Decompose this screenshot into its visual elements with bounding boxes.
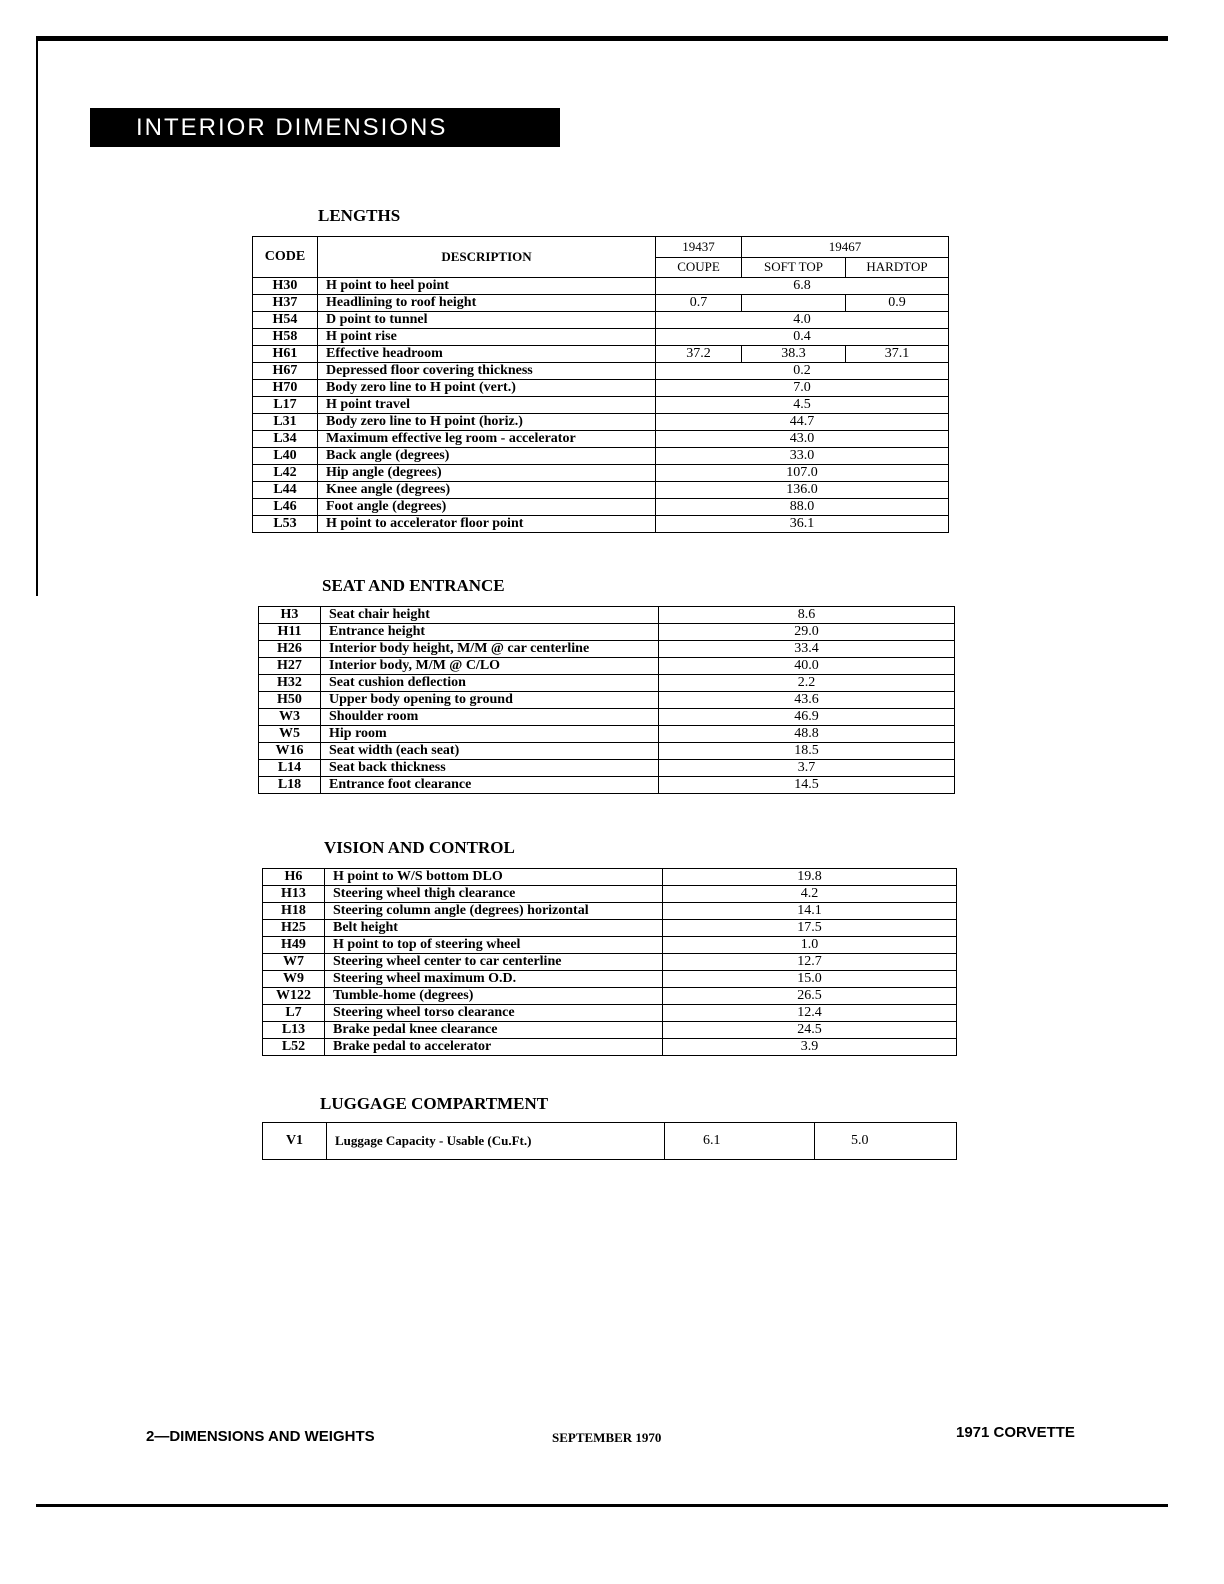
table-row xyxy=(263,903,957,920)
table-row xyxy=(253,278,949,295)
row-code: L44 xyxy=(253,482,318,499)
table-row xyxy=(263,1022,957,1039)
row-code: H54 xyxy=(253,312,318,329)
lengths-body xyxy=(253,278,949,533)
table-row xyxy=(259,709,955,726)
table-row xyxy=(253,431,949,448)
top-rule xyxy=(36,36,1168,41)
table-row xyxy=(263,1039,957,1056)
seat-entrance-table xyxy=(258,606,955,794)
row-code: H67 xyxy=(253,363,318,380)
header-description: DESCRIPTION xyxy=(318,237,656,278)
row-value: 17.5 xyxy=(663,920,957,937)
row-description: Entrance height xyxy=(321,624,659,641)
row-code: L31 xyxy=(253,414,318,431)
footer-model: 1971 CORVETTE xyxy=(956,1424,1075,1441)
row-description: Back angle (degrees) xyxy=(318,448,656,465)
table-row xyxy=(253,363,949,380)
row-value: 4.0 xyxy=(656,312,949,329)
vision-control-body xyxy=(263,869,957,1056)
row-description: Seat back thickness xyxy=(321,760,659,777)
table-row xyxy=(259,607,955,624)
row-value: 12.4 xyxy=(663,1005,957,1022)
row-description: Body zero line to H point (horiz.) xyxy=(318,414,656,431)
table-row xyxy=(263,988,957,1005)
row-description: H point to heel point xyxy=(318,278,656,295)
row-description: Hip angle (degrees) xyxy=(318,465,656,482)
table-row xyxy=(253,516,949,533)
row-code: L7 xyxy=(263,1005,325,1022)
luggage-table xyxy=(262,1122,957,1160)
lengths-table xyxy=(252,236,949,533)
section-title-vision-control: VISION AND CONTROL xyxy=(324,838,515,857)
table-row xyxy=(259,760,955,777)
row-code: H58 xyxy=(253,329,318,346)
table-row xyxy=(263,869,957,886)
table-row xyxy=(253,414,949,431)
row-code: H37 xyxy=(253,295,318,312)
table-row xyxy=(253,312,949,329)
row-code: H26 xyxy=(259,641,321,658)
row-value-soft-top: 38.3 xyxy=(742,346,846,363)
row-description: H point rise xyxy=(318,329,656,346)
row-value: 46.9 xyxy=(659,709,955,726)
row-value: 36.1 xyxy=(656,516,949,533)
table-row xyxy=(253,380,949,397)
row-code: H18 xyxy=(263,903,325,920)
row-code: H25 xyxy=(263,920,325,937)
row-value: 18.5 xyxy=(659,743,955,760)
row-value: 2.2 xyxy=(659,675,955,692)
row-value: 107.0 xyxy=(656,465,949,482)
row-description: Headlining to roof height xyxy=(318,295,656,312)
row-description: Depressed floor covering thickness xyxy=(318,363,656,380)
bottom-rule xyxy=(36,1504,1168,1507)
seat-entrance-body xyxy=(259,607,955,794)
row-description: Brake pedal to accelerator xyxy=(325,1039,663,1056)
table-row xyxy=(259,624,955,641)
row-code: L14 xyxy=(259,760,321,777)
table-row xyxy=(253,295,949,312)
table-row xyxy=(253,397,949,414)
row-code: H32 xyxy=(259,675,321,692)
row-description: Shoulder room xyxy=(321,709,659,726)
header-model-19467: 19467 xyxy=(742,237,949,258)
row-description: H point travel xyxy=(318,397,656,414)
row-value: 33.4 xyxy=(659,641,955,658)
row-code: H3 xyxy=(259,607,321,624)
table-row xyxy=(259,658,955,675)
footer-section-label: 2—DIMENSIONS AND WEIGHTS xyxy=(146,1428,375,1445)
row-description: Body zero line to H point (vert.) xyxy=(318,380,656,397)
table-row xyxy=(253,329,949,346)
row-description: H point to accelerator floor point xyxy=(318,516,656,533)
row-value: 26.5 xyxy=(663,988,957,1005)
row-value: 4.2 xyxy=(663,886,957,903)
header-coupe: COUPE xyxy=(656,257,742,278)
table-row xyxy=(253,482,949,499)
row-value: 0.2 xyxy=(656,363,949,380)
row-code: W16 xyxy=(259,743,321,760)
row-value: 4.5 xyxy=(656,397,949,414)
row-code: W9 xyxy=(263,971,325,988)
row-value: 8.6 xyxy=(659,607,955,624)
row-description: Upper body opening to ground xyxy=(321,692,659,709)
row-description: Brake pedal knee clearance xyxy=(325,1022,663,1039)
row-description: Interior body height, M/M @ car centerline xyxy=(321,641,659,658)
row-description: Hip room xyxy=(321,726,659,743)
row-value-soft-top xyxy=(742,295,846,312)
row-value: 3.9 xyxy=(663,1039,957,1056)
row-value-coupe: 37.2 xyxy=(656,346,742,363)
table-row xyxy=(259,743,955,760)
row-code: H50 xyxy=(259,692,321,709)
row-description: H point to W/S bottom DLO xyxy=(325,869,663,886)
row-value: 29.0 xyxy=(659,624,955,641)
row-code: H49 xyxy=(263,937,325,954)
row-description: Tumble-home (degrees) xyxy=(325,988,663,1005)
table-row xyxy=(253,448,949,465)
row-value: 14.1 xyxy=(663,903,957,920)
row-value: 3.7 xyxy=(659,760,955,777)
row-description: Entrance foot clearance xyxy=(321,777,659,794)
row-description: Seat width (each seat) xyxy=(321,743,659,760)
row-code: L46 xyxy=(253,499,318,516)
row-code: L34 xyxy=(253,431,318,448)
header-hardtop: HARDTOP xyxy=(846,257,949,278)
row-description: Knee angle (degrees) xyxy=(318,482,656,499)
row-value: 19.8 xyxy=(663,869,957,886)
row-value: 1.0 xyxy=(663,937,957,954)
row-description: Steering wheel maximum O.D. xyxy=(325,971,663,988)
row-code: L13 xyxy=(263,1022,325,1039)
table-row xyxy=(259,641,955,658)
row-description: H point to top of steering wheel xyxy=(325,937,663,954)
section-title-lengths: LENGTHS xyxy=(318,206,401,225)
row-value: 136.0 xyxy=(656,482,949,499)
row-description: Maximum effective leg room - accelerator xyxy=(318,431,656,448)
row-description: Steering wheel thigh clearance xyxy=(325,886,663,903)
table-row xyxy=(263,937,957,954)
footer-date: SEPTEMBER 1970 xyxy=(552,1430,662,1445)
row-description: Steering wheel torso clearance xyxy=(325,1005,663,1022)
table-row xyxy=(259,692,955,709)
row-description: Steering column angle (degrees) horizontal xyxy=(325,903,663,920)
table-row xyxy=(259,777,955,794)
row-description: Interior body, M/M @ C/LO xyxy=(321,658,659,675)
row-value: 15.0 xyxy=(663,971,957,988)
table-row xyxy=(259,675,955,692)
table-row xyxy=(259,726,955,743)
header-model-19437: 19437 xyxy=(656,237,742,258)
row-value: 33.0 xyxy=(656,448,949,465)
row-code: L17 xyxy=(253,397,318,414)
row-value: 7.0 xyxy=(656,380,949,397)
luggage-value-coupe: 6.1 xyxy=(665,1123,815,1160)
row-code: H61 xyxy=(253,346,318,363)
row-value-hardtop: 37.1 xyxy=(846,346,949,363)
table-row xyxy=(253,465,949,482)
row-code: H6 xyxy=(263,869,325,886)
row-description: D point to tunnel xyxy=(318,312,656,329)
row-value-coupe: 0.7 xyxy=(656,295,742,312)
row-code: L52 xyxy=(263,1039,325,1056)
luggage-code: V1 xyxy=(263,1123,327,1160)
left-margin-bar xyxy=(36,40,38,596)
section-title-seat-entrance: SEAT AND ENTRANCE xyxy=(322,576,505,595)
row-description: Foot angle (degrees) xyxy=(318,499,656,516)
row-description: Seat cushion deflection xyxy=(321,675,659,692)
row-code: W122 xyxy=(263,988,325,1005)
row-code: H70 xyxy=(253,380,318,397)
row-value: 14.5 xyxy=(659,777,955,794)
row-value: 43.6 xyxy=(659,692,955,709)
table-row xyxy=(253,499,949,516)
luggage-description: Luggage Capacity - Usable (Cu.Ft.) xyxy=(327,1123,665,1160)
row-value: 43.0 xyxy=(656,431,949,448)
row-code: L53 xyxy=(253,516,318,533)
table-row xyxy=(263,971,957,988)
row-code: W7 xyxy=(263,954,325,971)
section-title-luggage: LUGGAGE COMPARTMENT xyxy=(320,1094,549,1113)
row-value: 0.4 xyxy=(656,329,949,346)
row-value-hardtop: 0.9 xyxy=(846,295,949,312)
row-value: 48.8 xyxy=(659,726,955,743)
row-code: H13 xyxy=(263,886,325,903)
row-description: Steering wheel center to car centerline xyxy=(325,954,663,971)
table-row xyxy=(263,1005,957,1022)
header-code: CODE xyxy=(253,237,318,278)
row-code: W3 xyxy=(259,709,321,726)
table-row xyxy=(263,954,957,971)
header-soft-top: SOFT TOP xyxy=(742,257,846,278)
row-code: H30 xyxy=(253,278,318,295)
row-value: 24.5 xyxy=(663,1022,957,1039)
row-code: W5 xyxy=(259,726,321,743)
row-code: H27 xyxy=(259,658,321,675)
page-banner: INTERIOR DIMENSIONS xyxy=(90,108,560,147)
row-value: 6.8 xyxy=(656,278,949,295)
row-code: L40 xyxy=(253,448,318,465)
row-value: 44.7 xyxy=(656,414,949,431)
row-code: L42 xyxy=(253,465,318,482)
row-description: Seat chair height xyxy=(321,607,659,624)
row-value: 12.7 xyxy=(663,954,957,971)
row-description: Effective headroom xyxy=(318,346,656,363)
luggage-value-convertible: 5.0 xyxy=(815,1123,957,1160)
row-code: L18 xyxy=(259,777,321,794)
table-row xyxy=(253,346,949,363)
row-code: H11 xyxy=(259,624,321,641)
row-value: 88.0 xyxy=(656,499,949,516)
vision-control-table xyxy=(262,868,957,1056)
table-row xyxy=(263,920,957,937)
row-description: Belt height xyxy=(325,920,663,937)
row-value: 40.0 xyxy=(659,658,955,675)
table-row xyxy=(263,886,957,903)
